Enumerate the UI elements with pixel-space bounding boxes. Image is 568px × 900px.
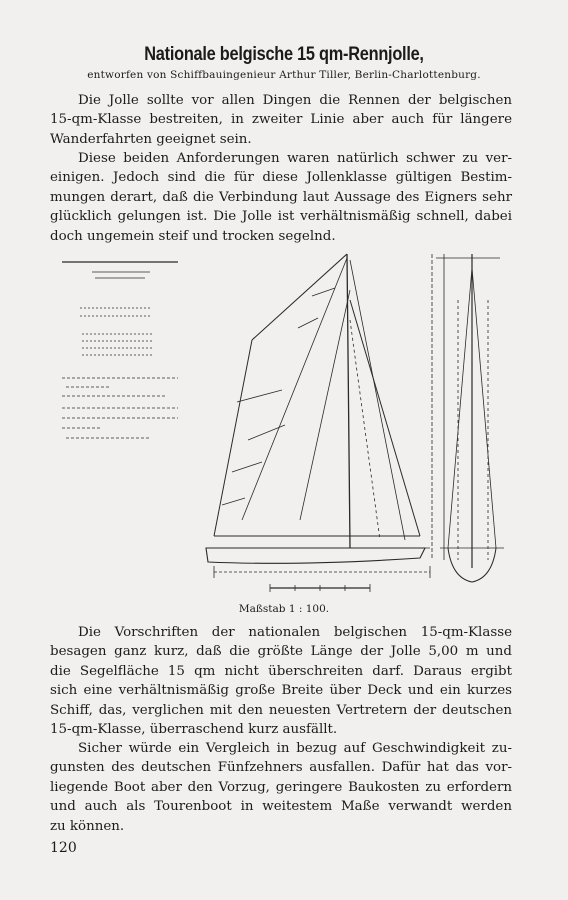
scale-bar — [270, 584, 370, 592]
paragraph-body-2 — [50, 739, 512, 836]
text-line: gunsten des deutschen Fünfzehners ausfallen. Dafür hat das vor- — [50, 760, 512, 776]
text-line: liegende Boot aber den Vorzug, geringere Baukosten zu erfordern — [50, 779, 512, 795]
text-line: glücklich gelungen ist. Die Jolle ist verhältnismäßig schnell, dabei — [50, 209, 512, 225]
text-line: Die Jolle sollte vor allen Dingen die Rennen der belgischen — [78, 93, 512, 108]
text-line: zu können. — [50, 818, 125, 834]
text-line: und auch als Tourenboot in weitestem Maße verwandt werden — [50, 799, 512, 815]
front-view — [436, 254, 504, 582]
text-line: Diese beiden Anforderungen waren natürlich schwer zu ver- — [78, 151, 512, 166]
text-line: Die Vorschriften der nationalen belgischen 15-qm-Klasse — [78, 625, 512, 640]
paragraph-body-1 — [50, 623, 512, 739]
drawing-legend — [62, 262, 178, 438]
text-line: besagen ganz kurz, daß die größte Länge der Jolle 5,00 m und — [50, 644, 512, 660]
page-number: 120 — [50, 840, 77, 856]
text-line: 15-qm-Klasse bestreiten, in zweiter Linie aber auch für längere — [50, 112, 512, 128]
text-line: Wanderfahrten geeignet sein. — [50, 131, 252, 147]
page-title: Nationale belgische 15 qm-Rennjolle, — [144, 44, 424, 65]
figure-caption: Maßstab 1 : 100. — [238, 603, 330, 615]
text-line: doch ungemein steif und trocken segelnd. — [50, 228, 336, 244]
side-view-sails — [206, 254, 444, 578]
text-line: mungen derart, daß die Verbindung laut Aussage des Eigners sehr — [50, 189, 512, 205]
text-line: sich eine verhältnismäßig große Breite über Deck und ein kurzes — [50, 683, 512, 699]
text-line: Schiff, das, verglichen mit den neuesten Vertretern der deutschen — [50, 702, 512, 718]
text-line: 15-qm-Klasse, überraschend kurz ausfällt. — [50, 722, 338, 738]
text-line: einigen. Jedoch sind die für diese Jollenklasse gültigen Bestim- — [50, 170, 512, 186]
text-line: Sicher würde ein Vergleich in bezug auf Geschwindigkeit zu- — [78, 741, 512, 756]
text-line: die Segelfläche 15 qm nicht überschreiten darf. Daraus ergibt — [50, 663, 512, 679]
page-subtitle: entworfen von Schiffbauingenieur Arthur Tiller, Berlin-Charlottenburg. — [87, 69, 481, 81]
